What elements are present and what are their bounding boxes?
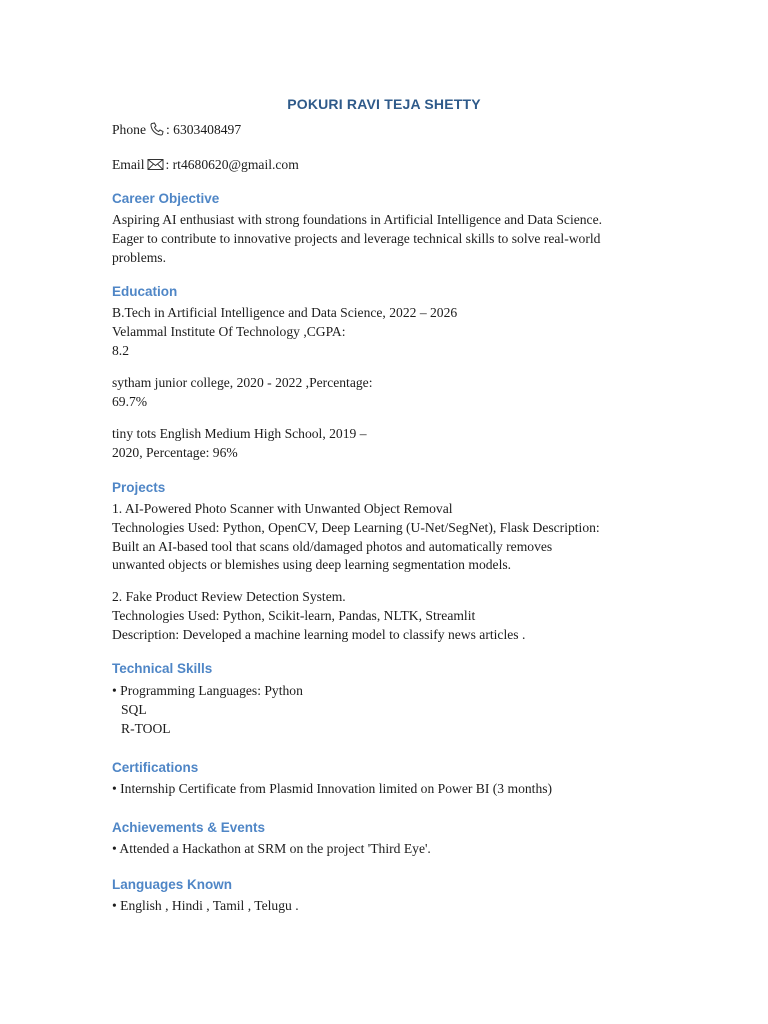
projects-heading: Projects [112,480,166,495]
education-line: tiny tots English Medium High School, 2019 – [112,426,367,441]
career-objective-line: Eager to contribute to innovative projects and leverage technical skills to solve real-world [112,231,601,246]
education-line: sytham junior college, 2020 - 2022 ,Percentage: [112,375,373,390]
achievement-line: • Attended a Hackathon at SRM on the project 'Third Eye'. [112,841,431,856]
education-line: B.Tech in Artificial Intelligence and Data Science, 2022 – 2026 [112,305,458,320]
project-line: 1. AI-Powered Photo Scanner with Unwanted Object Removal [112,501,453,516]
skill-line: • Programming Languages: Python [112,683,303,698]
education-line: 69.7% [112,394,148,409]
education-line: 8.2 [112,343,129,358]
education-line: Velammal Institute Of Technology ,CGPA: [112,324,346,339]
career-objective-line: Aspiring AI enthusiast with strong foundations in Artificial Intelligence and Data Science. [112,212,603,227]
email-label: Email [112,157,145,172]
language-line: • English , Hindi , Tamil , Telugu . [112,898,299,913]
education-line: 2020, Percentage: 96% [112,445,238,460]
project-line: Technologies Used: Python, Scikit-learn, Pandas, NLTK, Streamlit [112,608,476,623]
project-line: Description: Developed a machine learning model to classify news articles . [112,627,526,642]
skill-line: SQL [121,702,147,717]
envelope-icon [147,158,164,171]
email-line [112,155,299,174]
achievements-heading: Achievements & Events [112,820,266,835]
phone-icon [149,122,165,136]
technical-skills-heading: Technical Skills [112,661,213,676]
certifications-heading: Certifications [112,760,199,775]
phone-value: : 6303408497 [165,122,242,137]
project-line: 2. Fake Product Review Detection System. [112,589,346,604]
career-objective-heading: Career Objective [112,191,220,206]
certification-line: • Internship Certificate from Plasmid Innovation limited on Power BI (3 months) [112,781,553,796]
candidate-name: POKURI RAVI TEJA SHETTY [287,96,481,112]
project-line: Built an AI-based tool that scans old/damaged photos and automatically removes [112,539,553,554]
skill-line: R-TOOL [121,721,171,736]
project-line: Technologies Used: Python, OpenCV, Deep Learning (U-Net/SegNet), Flask Description: [112,520,600,535]
phone-label: Phone [112,122,146,137]
languages-heading: Languages Known [112,877,233,892]
email-value: : rt4680620@gmail.com [165,157,299,172]
phone-line [112,120,241,139]
career-objective-line: problems. [112,250,166,265]
education-heading: Education [112,284,178,299]
project-line: unwanted objects or blemishes using deep learning segmentation models. [112,557,512,572]
